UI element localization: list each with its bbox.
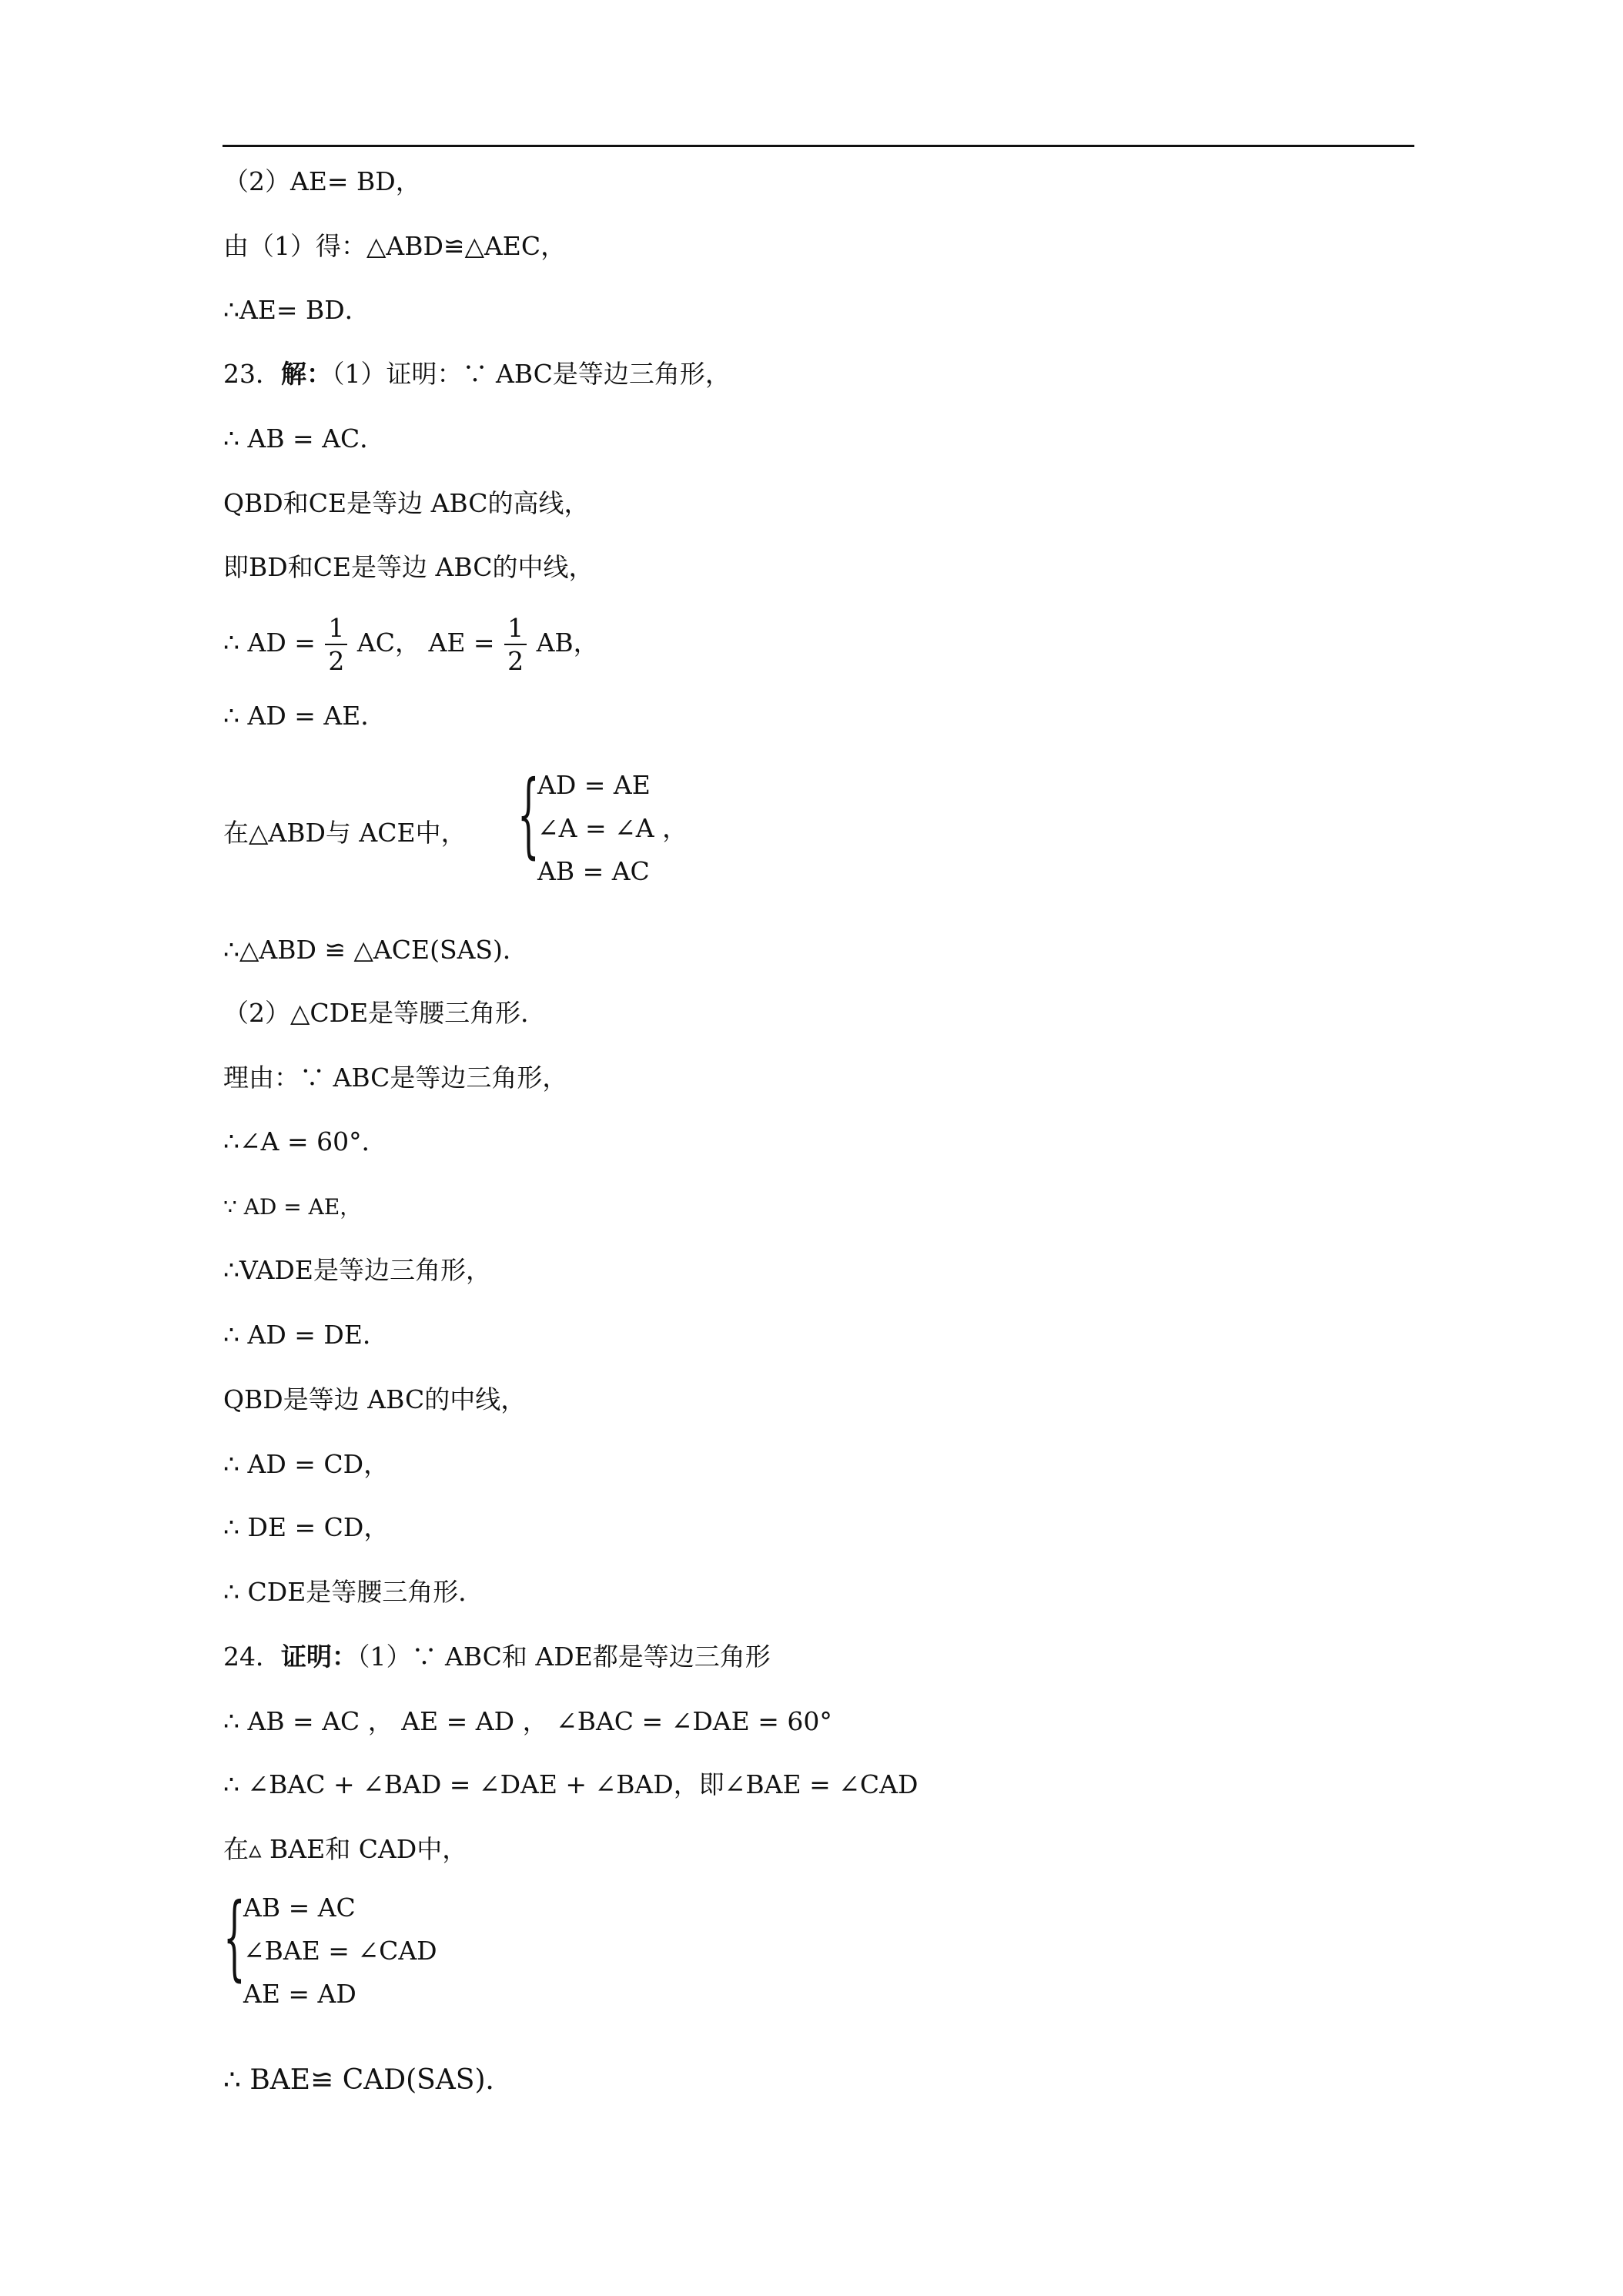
text-line-11: ∴△ABD ≌ △ACE(SAS)． xyxy=(223,935,528,965)
text-line-5: ∴ AB = AC． xyxy=(223,423,386,454)
text-line-13: 理由：∵ ABC是等边三角形， xyxy=(223,1063,568,1093)
problem-23-heading xyxy=(223,357,731,391)
fraction-numerator: 1 xyxy=(507,613,524,643)
text-line-6: QBD和CE是等边 ABC的高线， xyxy=(223,488,590,518)
fraction-half-1 xyxy=(325,615,347,674)
text-line-18: QBD是等边 ABC的中线， xyxy=(223,1384,527,1414)
text-line-15: ∵ AD = AE， xyxy=(223,1194,362,1220)
problem-number: 24． xyxy=(223,1642,281,1672)
problem-24-heading xyxy=(223,1640,771,1674)
text-line-9: ∴ AD = AE． xyxy=(223,701,387,731)
text-line-10: 在△ABD与 ACE中， xyxy=(223,818,467,848)
text-line-12: （2）△CDE是等腰三角形． xyxy=(223,998,547,1028)
header-rule xyxy=(223,145,1414,147)
text-line-21: ∴ CDE是等腰三角形． xyxy=(223,1577,484,1607)
text-line-14: ∴∠A = 60°． xyxy=(223,1126,387,1156)
fraction-denominator: 2 xyxy=(325,644,347,674)
equation-part-a: ∴ AD = xyxy=(223,628,316,658)
equation-system-1 xyxy=(517,760,748,899)
text-line-25: 在▵ BAE和 CAD中， xyxy=(223,1834,468,1864)
problem-text: （1）证明：∵ ABC是等边三角形， xyxy=(332,359,731,389)
left-brace: { xyxy=(223,1883,246,1991)
text-line-23: ∴ AB = AC ， AE = AD ， ∠BAC = ∠DAE = 60° xyxy=(223,1706,832,1736)
system-row-3: AE = AD xyxy=(243,1979,356,2009)
solution-label: 解： xyxy=(281,359,332,389)
left-brace: { xyxy=(517,760,540,869)
system-row-1: AD = AE xyxy=(537,770,651,800)
problem-number: 23． xyxy=(223,359,281,389)
text-line-17: ∴ AD = DE． xyxy=(223,1320,388,1350)
proof-label: 证明： xyxy=(281,1642,357,1672)
fraction-numerator: 1 xyxy=(328,613,345,643)
system-row-2: ∠BAE = ∠CAD xyxy=(243,1936,437,1966)
text-line-2: 由（1）得：△ABD≌△AEC， xyxy=(223,231,567,261)
system-row-2: ∠A = ∠A ， xyxy=(537,813,688,843)
text-line-20: ∴ DE = CD， xyxy=(223,1512,390,1542)
text-line-16: ∴VADE是等边三角形， xyxy=(223,1255,491,1285)
system-row-3: AB = AC xyxy=(537,856,650,886)
problem-text: （1）∵ ABC和 ADE都是等边三角形 xyxy=(357,1642,771,1672)
fraction-denominator: 2 xyxy=(504,644,527,674)
text-line-19: ∴ AD = CD， xyxy=(223,1449,390,1479)
equation-part-b: AC， AE = xyxy=(356,628,495,658)
equation-part-c: AB， xyxy=(536,628,599,658)
text-line-26: ∴ BAE≌ CAD(SAS)． xyxy=(223,2064,514,2096)
fraction-line xyxy=(223,608,599,678)
equation-system-2 xyxy=(223,1883,531,2022)
text-line-24: ∴ ∠BAC + ∠BAD = ∠DAE + ∠BAD，即∠BAE = ∠CAD xyxy=(223,1769,919,1799)
text-line-7: 即BD和CE是等边 ABC的中线， xyxy=(223,552,594,582)
system-row-1: AB = AC xyxy=(243,1893,356,1923)
text-line-3: ∴AE= BD． xyxy=(223,295,370,325)
fraction-half-2 xyxy=(504,615,527,674)
text-line-1: （2）AE= BD， xyxy=(223,166,421,196)
